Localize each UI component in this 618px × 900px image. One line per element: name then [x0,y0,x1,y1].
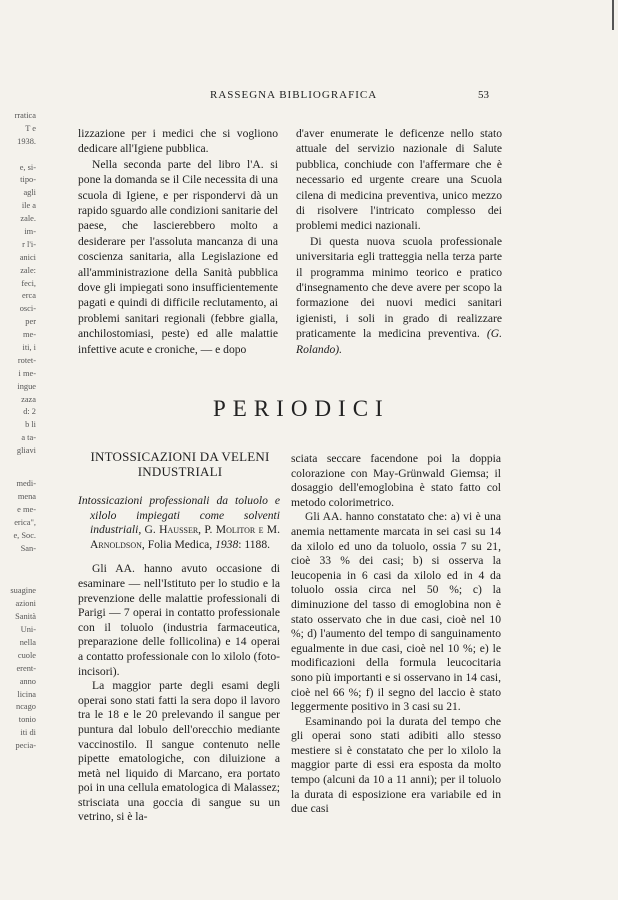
page-number: 53 [478,89,489,101]
margin-fragment: erent- [16,663,36,673]
margin-fragment: e, Soc. [13,530,36,540]
margin-fragment: im- [24,227,36,237]
margin-fragment: rotet- [17,355,36,365]
paragraph: La maggior parte degli esami degli operai sono stati fatti la sera dopo il lavoro tra le 18 e le 20 prelevando il sangue per puntura dal lobulo dell'orecchio mediante vaccinostilo. Il sangue contenuto nelle pipette ematologiche, con diluizione a metà nel liquido di Marcano, era portato poi in una cellula ematologica di Malassez; strisciata una goccia di sangue su un vetrino, si è la- [78,679,280,824]
margin-fragment: osci- [19,304,36,314]
margin-gap [0,458,36,478]
paragraph [296,234,502,357]
paragraph: Gli AA. hanno avuto occasione di esaminare — nell'Istituto per lo studio e la prevenzione delle malattie professionali di Parigi — 7 operai in contatto professionale con il toluolo (industria farmaceutica, preparazione delle follicolina) e 14 operai a contatto professionale con lo xilolo (foto-incisori). [78,562,280,678]
margin-fragment: b li [25,420,36,430]
paragraph: sciata seccare facendone poi la doppia colorazione con May-Grünwald Giemsa; il dosaggio dell'emoglobina è stato fatto col metodo colorimetrico. [291,452,501,509]
margin-fragment: tonio [18,715,36,725]
margin-fragment: per [25,317,36,327]
margin-fragment: zale. [20,214,36,224]
margin-fragment: me- [22,330,36,340]
margin-fragment: nella [19,637,36,647]
margin-fragment: iti, i [22,343,36,353]
margin-fragment [0,149,36,162]
margin-fragment: suagine [10,586,36,596]
margin-fragment: zaza [21,394,36,404]
adjacent-page-margin [0,110,36,753]
bibliographic-reference [78,494,280,552]
margin-gap [0,555,36,585]
margin-fragment: e, si- [19,162,36,172]
ref-journal: Folia Medica, [147,537,213,551]
margin-fragment: anici [19,252,36,262]
margin-fragment: ingue [17,381,36,391]
top-right-column [296,126,502,357]
margin-fragment: mena [17,491,36,501]
paragraph: Nella seconda parte del libro l'A. si pone la domanda se il Cile necessita di una scuola di Igiene, e per rispondervi dà un rapido sguardo alle condizioni sanitarie del paese, che lascierebbero molto a desiderare per l'assoluta mancanza di una coscienza sanitaria, alla Legislazione ed all'amministrazione della Sanità pubblica dove gli impiegati sono insufficientemente pagati e quindi di difficile reclutamento, ai problemi sanitari regionali (febbre gialla, anchilostomiasi, peste) ed alle malattie infettive acute e croniche, — e dopo [78,157,278,356]
margin-fragment: i me- [18,368,36,378]
margin-fragment: a ta- [21,433,36,443]
margin-fragment: rratica [14,111,36,120]
margin-fragment: erca [22,291,36,301]
margin-fragment: 1938. [17,136,36,146]
ref-year: 1938 [215,537,239,551]
margin-fragment: gliavi [16,446,36,456]
section-heading: PERIODICI [213,396,390,421]
margin-fragment: licina [17,689,36,699]
margin-fragment: cuole [17,650,36,660]
margin-fragment: ile a [21,201,36,211]
margin-fragment: T e [25,123,36,133]
ref-title: Intossicazioni professionali da toluolo e xilolo impiegati come solventi industriali, [78,494,280,537]
margin-fragment: Uni- [20,625,36,635]
article-left-column [78,494,280,825]
ref-authors: G. Hausser, P. Molitor e M. Arnoldson, [90,523,281,551]
signature: (G. Rolando). [296,327,502,356]
margin-fragment: iti di [20,728,36,738]
top-left-column [78,126,278,357]
margin-fragment: e me- [17,504,36,514]
margin-fragment: r l'i- [22,239,36,249]
paragraph: Gli AA. hanno constatato che: a) vi è una anemia nettamente marcata in sei casi su 14 da xilolo ed uno da toluolo, ossia 7 su 21, cioè 33 % dei casi; b) si osserva la leucopenia in 6 casi da xilolo ed in 4 da toluolo ossia circa nel 50 %; c) la diminuzione del tasso di emoglobina non è stato osservato che in due casi, cioè nel 10 %; d) l'aumento del tempo di sanguinamento egualmente in due casi, cioè nel 10 %; e) le modificazioni della formula leucocitaria sono più importanti e si osservano in 14 casi, cioè nel 66 %; f) il segno del laccio è stato leggermente positivo in 3 casi su 21. [291,510,501,714]
margin-fragment: ncago [16,702,36,712]
margin-fragment: erica", [14,517,36,527]
paragraph: lizzazione per i medici che si vogliono dedicare all'Igiene pubblica. [78,127,278,156]
margin-fragment: Sanità [15,612,36,622]
margin-fragment: San- [20,543,36,553]
margin-fragment: azioni [15,599,36,609]
paragraph: Esaminando poi la durata del tempo che gli operai sono stati adibiti allo stesso mestiere si è constatato che per lo xilolo la maggior parte di essi era esposta da molto tempo (alcuni da 10 a 11 anni); per il toluolo la durata di esposizione era variabile ed in due casi [291,714,501,816]
article-right-column [291,452,501,817]
article-title: INTOSSICAZIONI DA VELENI INDUSTRIALI [90,449,270,479]
margin-fragment: pecia- [15,741,36,751]
page-edge-mark [602,0,614,30]
margin-fragment: anno [19,676,36,686]
paragraph: d'aver enumerate le deficenze nello stato attuale del servizio nazionale di Salute pubblica, conchiude con l'affermare che è necessario ed urgente creare una Scuola cilena di medicina preventiva, unico mezzo di risolvere l'intricato complesso dei problemi medici nazionali. [296,127,502,233]
margin-fragment: d: 2 [23,407,36,417]
paragraph-text: Di questa nuova scuola professionale universitaria egli tratteggia nella terza parte il programma minimo teorico e pratico d'insegnamento che deve avere per scopo la formazione dei nuovi medici sanitari igienisti, i soli in grado di realizzare praticamente la medicina preventiva. [296,234,502,341]
margin-fragment: zale: [20,265,36,275]
margin-fragment: agli [23,188,36,198]
margin-fragment: medi- [16,479,36,489]
margin-fragment: tipo- [20,175,36,185]
running-header: RASSEGNA BIBLIOGRAFICA [210,89,378,101]
margin-fragment: feci, [21,278,36,288]
ref-pages: : 1188. [238,537,271,551]
